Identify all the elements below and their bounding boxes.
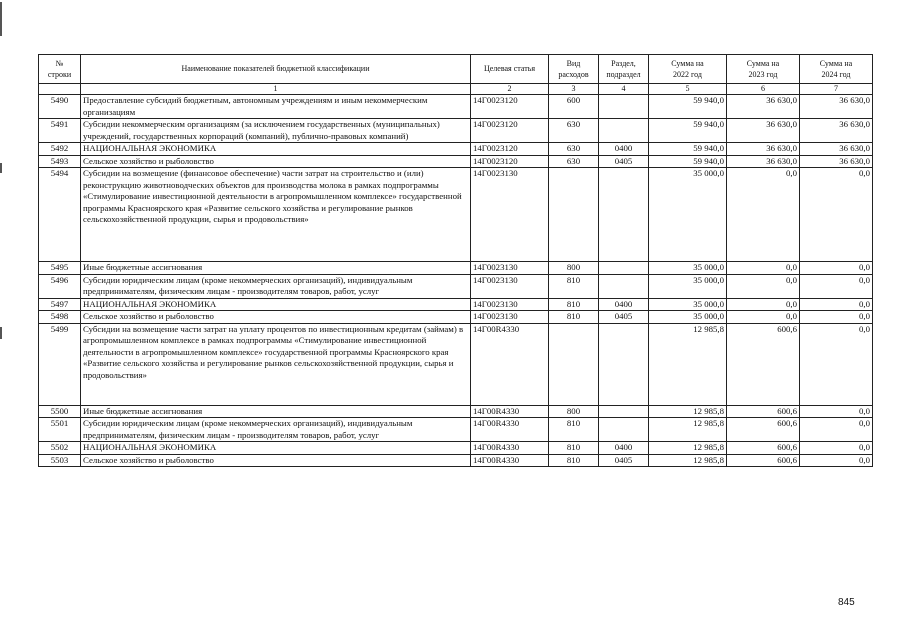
row-sum-2022: 59 940,0 [649,155,727,168]
row-sum-2022: 12 985,8 [649,442,727,455]
row-sum-2023: 600,6 [727,405,800,418]
row-number: 5495 [39,262,81,275]
header-section: Раздел, подраздел [599,55,649,84]
table-row [39,442,873,455]
row-name: Иные бюджетные ассигнования [81,405,471,418]
header-kind: Вид расходов [549,55,599,84]
row-sum-2023: 600,6 [727,418,800,442]
row-section: 0405 [599,155,649,168]
row-sum-2023: 36 630,0 [727,155,800,168]
page-number: 845 [838,597,855,608]
table-row [39,168,873,262]
row-sum-2024: 36 630,0 [800,155,873,168]
row-sum-2022: 35 000,0 [649,298,727,311]
row-number: 5498 [39,311,81,324]
binding-mark [0,327,2,339]
table-row [39,119,873,143]
row-sum-2022: 35 000,0 [649,274,727,298]
row-sum-2023: 36 630,0 [727,143,800,156]
table-header-row [39,55,873,84]
row-sum-2022: 35 000,0 [649,168,727,262]
row-expense-kind: 600 [549,95,599,119]
row-section [599,405,649,418]
column-number: 7 [800,84,873,95]
row-sum-2024: 0,0 [800,311,873,324]
row-expense-kind: 630 [549,155,599,168]
row-target-article: 14Г0023130 [471,274,549,298]
row-expense-kind: 810 [549,418,599,442]
row-expense-kind: 630 [549,143,599,156]
row-sum-2024: 0,0 [800,442,873,455]
row-name: Субсидии некоммерческим организациям (за исключением государственных (муниципальных) учреждений, государственных корпораций (компаний), публично-правовых компаний) [81,119,471,143]
row-sum-2022: 35 000,0 [649,311,727,324]
row-sum-2022: 59 940,0 [649,143,727,156]
row-expense-kind: 810 [549,311,599,324]
column-number: 1 [81,84,471,95]
table-row [39,405,873,418]
budget-table [38,54,873,467]
row-expense-kind [549,168,599,262]
row-sum-2022: 59 940,0 [649,95,727,119]
row-section [599,323,649,405]
table-row [39,311,873,324]
row-section: 0400 [599,298,649,311]
table-row [39,95,873,119]
row-sum-2024: 0,0 [800,274,873,298]
row-name: Предоставление субсидий бюджетным, автономным учреждениям и иным некоммерческим организациям [81,95,471,119]
row-target-article: 14Г0023130 [471,298,549,311]
column-number: 6 [727,84,800,95]
table-row [39,454,873,467]
row-section [599,119,649,143]
row-sum-2023: 0,0 [727,168,800,262]
row-sum-2024: 36 630,0 [800,143,873,156]
row-name: Субсидии на возмещение части затрат на уплату процентов по инвестиционным кредитам (займам) в агропромышленном комплексе в рамках подпрограммы «Стимулирование инвестиционной деятельности в агропромышленном комплексе» государственной программы Красноярского края «Развитие сельского хозяйства и регулирование рынков сельскохозяйственной продукции, сырья и продовольствия» [81,323,471,405]
row-sum-2024: 0,0 [800,262,873,275]
row-name: Иные бюджетные ассигнования [81,262,471,275]
row-expense-kind [549,323,599,405]
row-sum-2024: 36 630,0 [800,95,873,119]
row-section: 0405 [599,454,649,467]
row-sum-2022: 59 940,0 [649,119,727,143]
table-row [39,155,873,168]
row-expense-kind: 630 [549,119,599,143]
row-name: НАЦИОНАЛЬНАЯ ЭКОНОМИКА [81,143,471,156]
row-target-article: 14Г00R4330 [471,323,549,405]
row-sum-2024: 0,0 [800,454,873,467]
row-target-article: 14Г00R4330 [471,418,549,442]
row-target-article: 14Г0023120 [471,143,549,156]
row-sum-2022: 12 985,8 [649,418,727,442]
row-sum-2022: 12 985,8 [649,405,727,418]
row-target-article: 14Г0023130 [471,262,549,275]
column-number-blank [39,84,81,95]
row-target-article: 14Г0023120 [471,95,549,119]
column-number: 2 [471,84,549,95]
row-expense-kind: 800 [549,262,599,275]
row-sum-2023: 600,6 [727,442,800,455]
row-sum-2023: 0,0 [727,298,800,311]
row-sum-2023: 36 630,0 [727,95,800,119]
row-sum-2022: 12 985,8 [649,323,727,405]
column-number: 5 [649,84,727,95]
row-sum-2023: 600,6 [727,323,800,405]
row-name: Сельское хозяйство и рыболовство [81,454,471,467]
row-sum-2022: 12 985,8 [649,454,727,467]
row-name: НАЦИОНАЛЬНАЯ ЭКОНОМИКА [81,298,471,311]
row-target-article: 14Г0023130 [471,168,549,262]
table-row [39,262,873,275]
row-target-article: 14Г0023130 [471,311,549,324]
table-row [39,274,873,298]
row-name: Субсидии юридическим лицам (кроме некоммерческих организаций), индивидуальным предпринимателям, физическим лицам - производителям товаров, работ, услуг [81,274,471,298]
row-name: НАЦИОНАЛЬНАЯ ЭКОНОМИКА [81,442,471,455]
row-number: 5490 [39,95,81,119]
row-sum-2024: 0,0 [800,323,873,405]
row-sum-2024: 36 630,0 [800,119,873,143]
row-sum-2024: 0,0 [800,418,873,442]
row-expense-kind: 810 [549,274,599,298]
row-expense-kind: 810 [549,442,599,455]
row-number: 5503 [39,454,81,467]
row-name: Субсидии юридическим лицам (кроме некоммерческих организаций), индивидуальным предпринимателям, физическим лицам - производителям товаров, работ, услуг [81,418,471,442]
row-expense-kind: 810 [549,298,599,311]
row-target-article: 14Г00R4330 [471,454,549,467]
row-target-article: 14Г00R4330 [471,405,549,418]
header-sum-2023: Сумма на 2023 год [727,55,800,84]
table-row [39,143,873,156]
row-section [599,262,649,275]
header-name: Наименование показателей бюджетной классификации [81,55,471,84]
binding-mark [0,163,2,173]
row-expense-kind: 800 [549,405,599,418]
row-sum-2023: 36 630,0 [727,119,800,143]
row-target-article: 14Г0023120 [471,119,549,143]
row-number: 5492 [39,143,81,156]
row-section: 0400 [599,442,649,455]
row-number: 5494 [39,168,81,262]
row-sum-2024: 0,0 [800,405,873,418]
row-sum-2023: 0,0 [727,274,800,298]
row-section: 0405 [599,311,649,324]
row-number: 5496 [39,274,81,298]
table-row [39,298,873,311]
row-section [599,274,649,298]
row-sum-2024: 0,0 [800,168,873,262]
header-sum-2024: Сумма на 2024 год [800,55,873,84]
row-target-article: 14Г0023120 [471,155,549,168]
binding-mark [0,2,2,36]
row-expense-kind: 810 [549,454,599,467]
row-section [599,95,649,119]
row-target-article: 14Г00R4330 [471,442,549,455]
row-sum-2023: 600,6 [727,454,800,467]
row-sum-2023: 0,0 [727,311,800,324]
row-number: 5501 [39,418,81,442]
column-number-row [39,84,873,95]
table-row [39,418,873,442]
row-number: 5493 [39,155,81,168]
row-section [599,418,649,442]
header-row-no: № строки [39,55,81,84]
row-number: 5500 [39,405,81,418]
header-sum-2022: Сумма на 2022 год [649,55,727,84]
column-number: 3 [549,84,599,95]
row-name: Сельское хозяйство и рыболовство [81,311,471,324]
table-row [39,323,873,405]
row-sum-2024: 0,0 [800,298,873,311]
row-name: Субсидии на возмещение (финансовое обеспечение) части затрат на строительство и (или) реконструкцию животноводческих объектов для производства молока в рамках подпрограммы «Стимулирование инвестиционной деятельности в агропромышленном комплексе» государственной программы Красноярского края «Развитие сельского хозяйства и регулирование рынков сельскохозяйственной продукции, сырья и продовольствия» [81,168,471,262]
row-name: Сельское хозяйство и рыболовство [81,155,471,168]
row-sum-2023: 0,0 [727,262,800,275]
row-number: 5497 [39,298,81,311]
row-sum-2022: 35 000,0 [649,262,727,275]
row-section: 0400 [599,143,649,156]
row-number: 5499 [39,323,81,405]
row-number: 5502 [39,442,81,455]
column-number: 4 [599,84,649,95]
header-target: Целевая статья [471,55,549,84]
row-section [599,168,649,262]
row-number: 5491 [39,119,81,143]
